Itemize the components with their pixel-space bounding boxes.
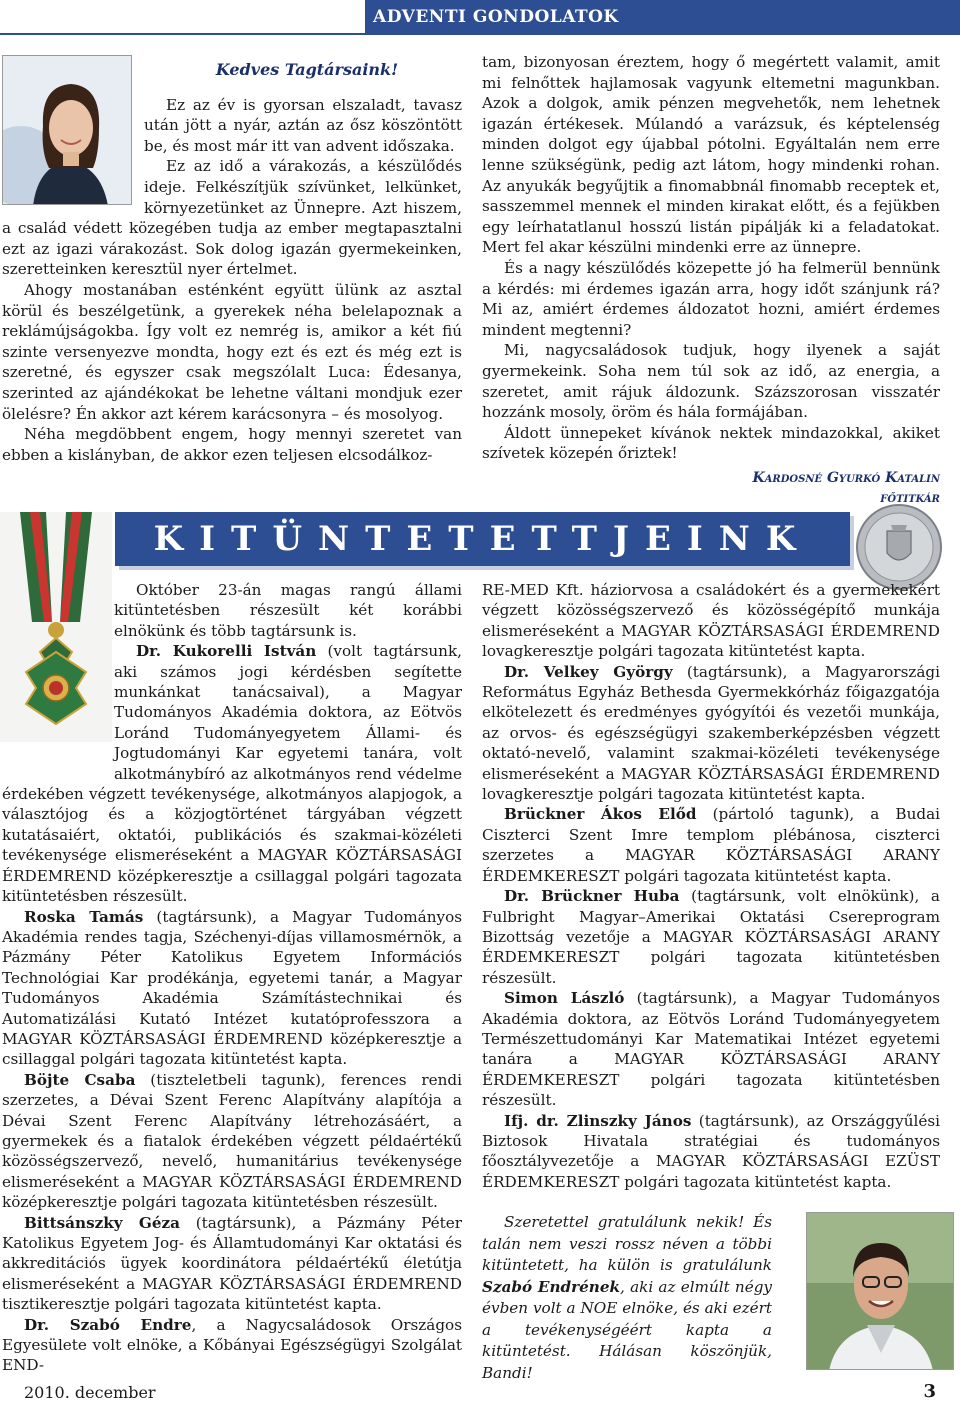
awards-column-2 [482,580,940,1192]
closing-note [482,1212,772,1384]
awardee-name: Dr. Kukorelli István [136,642,317,661]
greeting: Kedves Tagtársaink! [215,60,399,79]
award-text: (tagtársunk), a Magyarországi Református Egyház Bethesda Gyermekkórház főigazgatója elkötelezett és eredményes gyógyítói és vezetői munkája, az orvos- és egészségügyi szakemberképzésben végzett oktató-nevelő, valamint szakmai-közéleti tevékenysége elismeréseként a MAGYAR KÖZTÁRSASÁGI ÉRDEMREND lovagkeresztje polgári tagozata kitüntetést kapta. [482,662,940,804]
section-title: ADVENTI GONDOLATOK [373,7,619,27]
medal-spacer [2,580,114,778]
awards-column-1 [2,580,462,1376]
advent-column-1 [2,60,462,465]
page-number: 3 [923,1381,936,1402]
award-entry [2,1070,462,1213]
award-text: (tagtársunk), az Országgyűlési Biztosok Hivatala stratégiai és tudományos főosztályvezetője a MAGYAR KÖZTÁRSASÁGI EZÜST ÉRDEMKERESZT polgári tagozata kitüntetést kapta. [482,1111,940,1191]
awardee-name: Dr. Brückner Huba [504,887,680,906]
award-entry [482,988,940,1110]
closing-text-a: Szeretettel gratulálunk nekik! És talán nem veszi rossz néven a többi kitüntetett, ha külön is gratulálunk [482,1213,772,1274]
award-entry [2,1213,462,1315]
awards-banner-title: KITÜNTETETTJEINK [153,519,812,559]
awardee-name: Ifj. dr. Zlinszky János [504,1111,692,1130]
awardee-name: Böjte Csaba [24,1070,136,1089]
award-text: (tagtársunk), a Magyar Tudományos Akadémia doktora, az Eötvös Loránd Tudományegyetem Természettudományi Kar Matematikai Intézet egyetemi tanára a MAGYAR KÖZTÁRSASÁGI ARANY ÉRDEMKERESZT polgári tagozata kitüntetésben részesült. [482,989,940,1110]
award-entry [482,1111,940,1193]
advent-paragraph: Mi, nagycsaládosok tudjuk, hogy ilyenek a saját gyermekeink. Soha nem túl sok az idő, az energia, a szeretet, amit rájuk áldozunk. Százszorosan visszatér hozzánk mosoly, öröm és hála formájában. [482,341,940,422]
award-entry-continued: RE-MED Kft. háziorvosa a családokért és a gyermekekért végzett közösségszervező és közösségépítő munkája elismeréseként a MAGYAR KÖZTÁRSASÁGI ÉRDEMREND lovagkeresztje polgári tagozata kitüntetést kapta. [482,581,940,661]
coin-medal-icon [850,503,948,591]
advent-column-2 [482,52,940,508]
advent-paragraph: Néha megdöbbent engem, hogy mennyi szeretet van ebben a kislányban, de akkor ezen teljesen elcsodálkoz- [2,425,462,464]
award-entry [2,907,462,1070]
awardee-name: Simon László [504,989,625,1008]
awards-intro: Október 23-án magas rangú állami kitüntetésben részesült két korábbi elnökünk és több tagtársunk is. [114,581,462,640]
award-text: (pártoló tagunk), a Budai Ciszterci Szent Imre templom plébánosa, ciszterci szerzetes a MAGYAR KÖZTÁRSASÁGI ARANY ÉRDEMKERESZT polgári tagozata kitüntetést kapta. [482,805,940,885]
advent-paragraph: Áldott ünnepeket kívánok nektek mindazokkal, akiket szívetek közepén őriztek! [482,423,940,463]
footer-date: 2010. december [24,1383,156,1402]
section-header [365,0,960,34]
award-entry [482,886,940,988]
signature-title: főtitkár [880,489,940,506]
closing-name: Szabó Endrének [482,1277,621,1296]
award-entry [2,1315,462,1376]
award-entry [482,662,940,805]
award-text: , a Nagycsaládosok Országos Egyesülete volt elnöke, a Kőbányai Egészségügyi Szolgálat END- [2,1315,462,1375]
szabo-endre-portrait-image [807,1213,954,1370]
advent-paragraph: Ahogy mostanában esténként együtt ülünk az asztal körül és beszélgetünk, a gyerekek néha belelapoznak a reklámújságokba. Így volt ez nemrég is, amikor a két fiú szinte versenyezve mondta, hogy ezt és ezt és még ezt is szeretné, és egyszer csak megszólalt Luca: Édesanya, szerinted az ajándékokat be lehetne váltani mondjuk ezer ölelésre? Én akkor azt kérem karácsonyra – és mosolyog. [2,280,462,423]
awardee-name: Bittsánszky Géza [24,1213,180,1232]
awardee-name: Dr. Szabó Endre [24,1315,192,1334]
closing-text-b: , aki az elmúlt négy évben volt a NOE elnöke, és aki ezért a tevékenységéért kapta a kitüntetést. Hálásan köszönjük, Bandi! [482,1277,772,1382]
advent-paragraph: tam, bizonyosan éreztem, hogy ő megértett valamit, amit mi felnőttek hajlamosak vagyunk eltemetni magunkban. Azok a dolgok, amik pénzen megvehetők, nem lehetnek igazán értékesek. Múlandó a varázsuk, és képtelenség minden dolgot egy újabbal pótolni. Egyáltalán nem erre lenne szükségünk, pedig azt látom, hogy mindenki rohan. Az anyukák begyűjtik a finomabbnál finomabb receptek et, sasszemmel mennek el minden kirakat előtt, és a fejükben egy leírhatatlanul hosszú listán pipálják ki a feladatokat. Mert fel akar készülni mindenki erre az ünnepre. [482,53,940,257]
awardee-name: Brückner Ákos Előd [504,805,697,824]
closing-paragraph [482,1212,772,1384]
award-text: (tagtársunk, volt elnökünk), a Fulbright Magyar–Amerikai Oktatási Csereprogram Bizottság vezetője a MAGYAR KÖZTÁRSASÁGI ARANY ÉRDEMKERESZT polgári tagozata kitüntetésben részesült. [482,887,940,987]
awardee-name: Dr. Velkey György [504,662,673,681]
awardee-name: Roska Tamás [24,907,144,926]
award-entry [482,804,940,886]
advent-paragraph: Ez az év is gyorsan elszaladt, tavasz után jött a nyár, aztán az ősz köszöntött be, és most már itt van advent időszaka. [144,95,462,155]
medal-coin-image [850,503,948,591]
szabo-endre-portrait [806,1212,954,1370]
award-text: (tiszteletbeli tagunk), ferences rendi szerzetes, a Dévai Szent Ferenc Alapítvány alapítója a Dévai Szent Ferenc Alapítvány létrehozásáért, a gyermekek és a fiatalok érdekében végzett példaértékű közösségszervező, nevelő, humanitárius tevékenysége elismeréseként a MAGYAR KÖZTÁRSASÁGI ÉRDEMREND középkeresztje polgári tagozata kitüntetésben részesült. [2,1070,462,1212]
award-text: (volt tagtársunk, aki számos jogi kérdésben segítette munkánkat tanácsaival), a Magyar Tudományos Akadémia doktora, az Eötvös Loránd Tudományegyetem Állami- és Jogtudományi Kar egyetemi tanára, volt alkotmánybíró az alkotmányos rend védelme érdekében végzett tevékenysége, alkotmányos alapjogok, a választójog és a közjogtörténet tárgyában végzett kutatásaiért, oktatói, publikációs és szakmai-közéleti tevékenysége elismeréseként a MAGYAR KÖZTÁRSASÁGI ÉRDEMREND középkeresztje a csillaggal polgári tagozata kitüntetésben részesült. [2,642,462,906]
award-text: (tagtársunk), a Magyar Tudományos Akadémia rendes tagja, Széchenyi-díjas villamosmérnök, a Pázmány Péter Katolikus Egyetem Információs Technológiai Kar prodékánja, egyetemi tanár, a Magyar Tudományos Akadémia Számítástechnikai és Automatizálási Kutató Intézet kutatóprofesszora a MAGYAR KÖZTÁRSASÁGI ÉRDEMREND középkeresztje a csillaggal polgári tagozata kitüntetést kapta. [2,907,463,1069]
awards-banner [115,512,850,566]
advent-paragraph: Ez az idő a várakozás, a készülődés ideje. Felkészítjük szívünket, lelkünket, környezetünket az Ünnepre. Azt hiszem, a család védett közegében tudja az ember megtapasztalni ezt az igazi várakozást. Sok dolog igazán gyermekeinken, szeretteinken keresztül nyer értelmet. [2,157,462,279]
advent-paragraph: És a nagy készülődés közepette jó ha felmerül bennünk a kérdés: mi érdemes igazán arra, hogy időt szánjunk rá? Mi az, amiért érdemes áldozatot hozni, amiért érdemes mindent megtenni? [482,258,940,339]
portrait-spacer [2,60,144,210]
signature-name: Kardosné Gyurkó Katalin [752,469,940,486]
award-text: (tagtársunk), a Pázmány Péter Katolikus Egyetem Jog- és Államtudományi Kar oktatási és akkreditációs ügyek koordinátora példaértékű életútja elismeréseként a MAGYAR KÖZTÁRSASÁGI ÉRDEMREND tisztikeresztje polgári tagozata kitüntetést kapta. [2,1213,463,1314]
